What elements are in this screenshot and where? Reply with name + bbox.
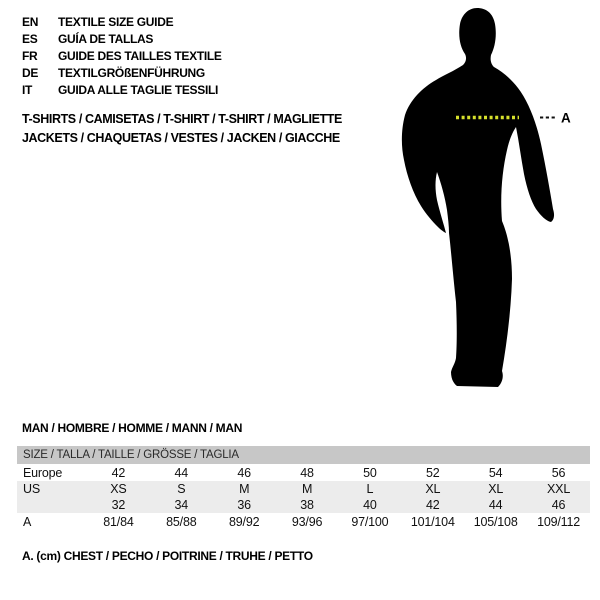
table-cell: 46: [551, 498, 566, 512]
table-cell: S: [177, 482, 186, 496]
language-code: FR: [22, 48, 38, 63]
language-code: EN: [22, 14, 39, 29]
language-title: GUIDA ALLE TAGLIE TESSILI: [58, 82, 219, 97]
language-row: [22, 30, 222, 47]
size-table: [17, 446, 590, 531]
table-cell: XXL: [547, 482, 571, 496]
table-cell: 54: [488, 465, 503, 480]
table-cell: 38: [300, 498, 314, 512]
row-label: Europe: [23, 465, 63, 480]
table-cell: XL: [488, 482, 504, 496]
language-code: DE: [22, 65, 39, 80]
language-code: IT: [22, 82, 33, 97]
language-row: [22, 47, 222, 64]
table-cell: 32: [111, 498, 126, 512]
table-cell: 46: [237, 465, 251, 480]
man-silhouette-figure: [395, 0, 600, 400]
table-row-europe: [17, 464, 590, 481]
table-cell: 109/112: [537, 515, 580, 529]
table-cell: M: [239, 482, 250, 496]
measure-label-a: A: [561, 110, 571, 126]
table-cell: 81/84: [103, 515, 134, 529]
language-code: ES: [22, 31, 38, 46]
table-cell: 56: [551, 465, 566, 480]
measurement-footnote: A. (cm) CHEST / PECHO / POITRINE / TRUHE / PETTO: [22, 549, 313, 563]
table-cell: 85/88: [166, 515, 197, 529]
category-list: [22, 110, 342, 147]
language-list: [22, 13, 222, 98]
table-cell: 50: [363, 465, 377, 480]
language-title: GUIDE DES TAILLES TEXTILE: [58, 48, 222, 63]
table-cell: 34: [174, 498, 189, 512]
row-label: US: [23, 482, 40, 496]
table-cell: 105/108: [473, 515, 518, 529]
table-cell: M: [301, 482, 313, 496]
language-row: [22, 81, 222, 98]
table-row-numeric: [17, 497, 590, 513]
category-jackets: JACKETS / CHAQUETAS / VESTES / JACKEN / GIACCHE: [22, 130, 340, 145]
man-silhouette: [402, 8, 554, 387]
language-title: TEXTILE SIZE GUIDE: [58, 14, 174, 29]
table-cell: 101/104: [410, 515, 455, 529]
table-cell: 97/100: [351, 515, 389, 529]
table-cell: 36: [237, 498, 251, 512]
table-cell: L: [366, 482, 374, 496]
table-row-us: [17, 481, 590, 497]
language-title: TEXTILGRÖßENFÜHRUNG: [58, 65, 205, 80]
language-title: GUÍA DE TALLAS: [58, 31, 154, 46]
size-table-header: SIZE / TALLA / TAILLE / GRÖSSE / TAGLIA: [17, 446, 590, 464]
table-cell: XS: [110, 482, 127, 496]
table-cell: 42: [426, 498, 440, 512]
table-cell: 44: [174, 465, 189, 480]
table-cell: 52: [426, 465, 440, 480]
section-title-man: MAN / HOMBRE / HOMME / MANN / MAN: [22, 421, 243, 435]
category-tshirts: T-SHIRTS / CAMISETAS / T-SHIRT / T-SHIRT / MAGLIETTE: [22, 112, 342, 126]
table-cell: 89/92: [229, 515, 260, 529]
table-cell: 48: [300, 465, 314, 480]
table-cell: 40: [363, 498, 377, 512]
table-cell: XL: [425, 482, 441, 496]
row-label: A: [23, 515, 32, 529]
table-row-chest-a: [17, 513, 590, 531]
table-cell: 93/96: [291, 515, 323, 529]
language-row: [22, 13, 222, 30]
table-cell: 42: [111, 465, 126, 480]
table-cell: 44: [488, 498, 503, 512]
language-row: [22, 64, 222, 81]
